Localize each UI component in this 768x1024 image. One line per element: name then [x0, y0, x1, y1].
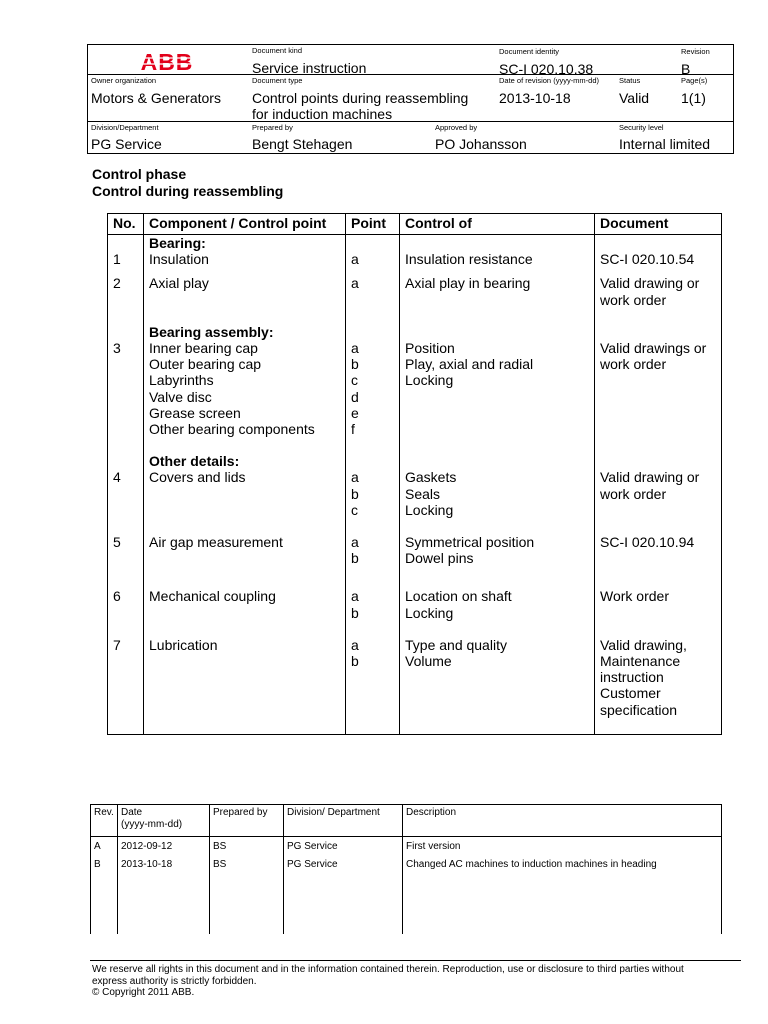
- component-cell: [144, 275, 346, 323]
- row-number-value: 2: [113, 275, 121, 292]
- point-cell-line: a: [351, 534, 359, 551]
- revision-history-table: [90, 804, 722, 934]
- point-cell-line: b: [351, 604, 359, 621]
- footer-line2: express authority is strictly forbidden.: [92, 975, 257, 987]
- control-of-cell: [400, 324, 595, 453]
- point-cell: [346, 534, 400, 588]
- row-number-value: 4: [113, 469, 121, 486]
- row-number: [108, 637, 144, 735]
- point-cell-line: b: [351, 356, 359, 373]
- status-value: Valid: [619, 90, 650, 106]
- row-number: [108, 453, 144, 534]
- pages-label: Page(s): [681, 76, 708, 85]
- document-kind: Service instruction: [252, 60, 367, 76]
- component-group-heading: Bearing:: [149, 235, 206, 251]
- footer-legal: [92, 964, 732, 999]
- document-type-line2: for induction machines: [252, 106, 393, 122]
- footer-line1: We reserve all rights in this document and in the information contained therein. Reproduction, use or disclosure to third parties without: [92, 964, 684, 975]
- point-cell-line: d: [351, 388, 359, 405]
- document-cell: [595, 534, 722, 588]
- control-row: [108, 275, 722, 323]
- document-cell-line: work order: [600, 356, 667, 373]
- document-cell-line: Valid drawing or: [600, 275, 700, 292]
- document-cell-line: Work order: [600, 588, 669, 605]
- division-value: PG Service: [91, 136, 162, 152]
- revision-label: Revision: [681, 47, 710, 56]
- row-number-value: 7: [113, 636, 121, 653]
- row-number: [108, 588, 144, 636]
- component-line: Outer bearing cap: [149, 356, 262, 373]
- component-line: Inner bearing cap: [149, 340, 258, 357]
- control-table-header: [108, 214, 722, 235]
- document-identity-label: Document identity: [499, 47, 560, 56]
- control-row: [108, 453, 722, 534]
- document-cell-line: specification: [600, 701, 678, 718]
- revision-cell-empty: [91, 876, 118, 934]
- revision-cell: PG Service: [284, 858, 403, 876]
- control-of-cell-line: Axial play in bearing: [405, 275, 531, 292]
- revision-cell-empty: [118, 876, 210, 934]
- component-group-heading: Other details:: [149, 453, 240, 470]
- control-subheading: Control during reassembling: [92, 183, 284, 199]
- control-row: [108, 588, 722, 636]
- abb-logo: [136, 51, 198, 73]
- document-cell-line: SC-I 020.10.94: [600, 534, 695, 551]
- svg-text:ABB: ABB: [140, 51, 194, 73]
- point-cell-line: a: [351, 588, 359, 605]
- point-cell: [346, 637, 400, 735]
- document-type-label: Document type: [252, 76, 303, 85]
- control-of-cell-line: Type and quality: [405, 636, 507, 653]
- control-phase-heading: Control phase: [92, 166, 187, 182]
- document-header: [87, 44, 734, 154]
- col-document: Document: [595, 214, 722, 235]
- document-cell-line: Valid drawings or: [600, 340, 707, 357]
- row-number-value: 5: [113, 534, 121, 551]
- component-cell: [144, 637, 346, 735]
- document-cell-line: Valid drawing or: [600, 469, 700, 486]
- control-of-cell: [400, 588, 595, 636]
- control-row: [108, 235, 722, 276]
- control-of-cell-line: Volume: [405, 653, 452, 670]
- point-cell-line: b: [351, 550, 359, 567]
- owner-org-label: Owner organization: [91, 76, 157, 85]
- row-number: [108, 324, 144, 453]
- prepared-value: Bengt Stehagen: [252, 136, 353, 152]
- point-cell-line: a: [351, 340, 359, 357]
- status-label: Status: [619, 76, 641, 85]
- control-of-cell-line: Locking: [405, 604, 454, 621]
- document-cell: [595, 637, 722, 735]
- control-of-cell-line: Location on shaft: [405, 588, 512, 605]
- revision-table-header: [91, 805, 722, 837]
- revision-cell-empty: [403, 876, 722, 934]
- point-cell-line: a: [351, 636, 359, 653]
- control-of-cell: [400, 637, 595, 735]
- security-label: Security level: [619, 123, 664, 132]
- control-of-cell: [400, 453, 595, 534]
- control-of-cell-line: Locking: [405, 501, 454, 518]
- component-line: Lubrication: [149, 636, 218, 653]
- point-cell: [346, 588, 400, 636]
- date-label: Date of revision (yyyy-mm-dd): [499, 76, 600, 85]
- control-of-cell: [400, 275, 595, 323]
- approved-label: Approved by: [435, 123, 478, 132]
- control-of-cell: [400, 534, 595, 588]
- col-point: Point: [346, 214, 400, 235]
- document-cell-line: work order: [600, 485, 667, 502]
- rev-col-division: Division/ Department: [284, 805, 403, 837]
- document-cell: [595, 453, 722, 534]
- component-cell: [144, 534, 346, 588]
- component-group-heading: Bearing assembly:: [149, 323, 274, 340]
- rev-col-prepared: Prepared by: [210, 805, 284, 837]
- control-of-cell-line: Symmetrical position: [405, 534, 535, 551]
- component-line: Insulation: [149, 251, 209, 268]
- revision-cell: 2013-10-18: [118, 858, 210, 876]
- point-cell: [346, 235, 400, 276]
- footer-divider: [90, 960, 741, 961]
- document-cell-line: work order: [600, 291, 667, 308]
- revision-row: [91, 837, 722, 859]
- approved-value: PO Johansson: [435, 136, 527, 152]
- document-cell: [595, 275, 722, 323]
- footer-copyright: © Copyright 2011 ABB.: [92, 987, 195, 998]
- row-number: [108, 534, 144, 588]
- document-cell: [595, 588, 722, 636]
- revision-cell-empty: [284, 876, 403, 934]
- control-of-cell-line: Seals: [405, 485, 441, 502]
- point-cell-line: a: [351, 251, 359, 268]
- control-table: [107, 213, 722, 735]
- component-line: Axial play: [149, 275, 209, 292]
- row-number: [108, 275, 144, 323]
- row-number: [108, 235, 144, 276]
- division-label: Division/Department: [91, 123, 159, 132]
- document-cell: [595, 324, 722, 453]
- revision-cell: BS: [210, 837, 284, 859]
- revision-cell: B: [91, 858, 118, 876]
- control-of-cell: [400, 235, 595, 276]
- point-cell-line: f: [351, 421, 355, 438]
- revision-row: [91, 858, 722, 876]
- control-of-cell-line: Insulation resistance: [405, 251, 533, 268]
- revision-cell: A: [91, 837, 118, 859]
- revision-value: B: [681, 61, 691, 77]
- pages-value: 1(1): [681, 90, 706, 106]
- document-cell-line: Maintenance: [600, 653, 681, 670]
- security-value: Internal limited: [619, 136, 711, 152]
- component-cell: [144, 453, 346, 534]
- control-row: [108, 324, 722, 453]
- point-cell-line: c: [351, 501, 358, 518]
- document-cell-line: instruction: [600, 669, 664, 686]
- component-cell: [144, 235, 346, 276]
- control-of-cell-line: Position: [405, 340, 455, 357]
- control-of-cell-line: Gaskets: [405, 469, 457, 486]
- prepared-label: Prepared by: [252, 123, 293, 132]
- point-cell: [346, 275, 400, 323]
- revision-cell-empty: [210, 876, 284, 934]
- col-no: No.: [108, 214, 144, 235]
- revision-cell: PG Service: [284, 837, 403, 859]
- component-line: Covers and lids: [149, 469, 246, 486]
- revision-cell: Changed AC machines to induction machines in heading: [403, 858, 722, 876]
- control-of-cell-line: Dowel pins: [405, 550, 474, 567]
- component-line: Other bearing components: [149, 421, 315, 438]
- rev-col-rev: Rev.: [91, 805, 118, 837]
- row-number-value: 3: [113, 340, 121, 357]
- rev-col-date: Date (yyyy-mm-dd): [118, 805, 210, 837]
- owner-org: Motors & Generators: [91, 90, 221, 106]
- document-cell-line: Valid drawing,: [600, 636, 687, 653]
- component-line: Labyrinths: [149, 372, 214, 389]
- point-cell-line: b: [351, 653, 359, 670]
- row-number-value: 1: [113, 251, 121, 268]
- point-cell: [346, 324, 400, 453]
- revision-cell: 2012-09-12: [118, 837, 210, 859]
- revision-cell: First version: [403, 837, 722, 859]
- component-line: Valve disc: [149, 388, 212, 405]
- revision-cell: BS: [210, 858, 284, 876]
- component-line: Grease screen: [149, 404, 241, 421]
- point-cell-line: c: [351, 372, 358, 389]
- revision-date: 2013-10-18: [499, 90, 571, 106]
- col-component: Component / Control point: [144, 214, 346, 235]
- document-cell-line: Customer: [600, 685, 661, 702]
- document-cell-line: SC-I 020.10.54: [600, 251, 695, 268]
- point-cell-line: a: [351, 275, 359, 292]
- document-type-line1: Control points during reassembling: [252, 90, 469, 106]
- component-cell: [144, 324, 346, 453]
- point-cell-line: a: [351, 469, 359, 486]
- point-cell-line: e: [351, 404, 359, 421]
- control-row: [108, 534, 722, 588]
- control-of-cell-line: Locking: [405, 372, 454, 389]
- document-identity: SC-I 020.10.38: [499, 61, 594, 77]
- document-kind-label: Document kind: [252, 46, 303, 55]
- point-cell-line: b: [351, 485, 359, 502]
- revision-row-empty: [91, 876, 722, 934]
- col-control-of: Control of: [400, 214, 595, 235]
- control-row: [108, 637, 722, 735]
- component-line: Air gap measurement: [149, 534, 283, 551]
- control-of-cell-line: Play, axial and radial: [405, 356, 534, 373]
- rev-col-description: Description: [403, 805, 722, 837]
- component-cell: [144, 588, 346, 636]
- row-number-value: 6: [113, 588, 121, 605]
- point-cell: [346, 453, 400, 534]
- component-line: Mechanical coupling: [149, 588, 276, 605]
- document-cell: [595, 235, 722, 276]
